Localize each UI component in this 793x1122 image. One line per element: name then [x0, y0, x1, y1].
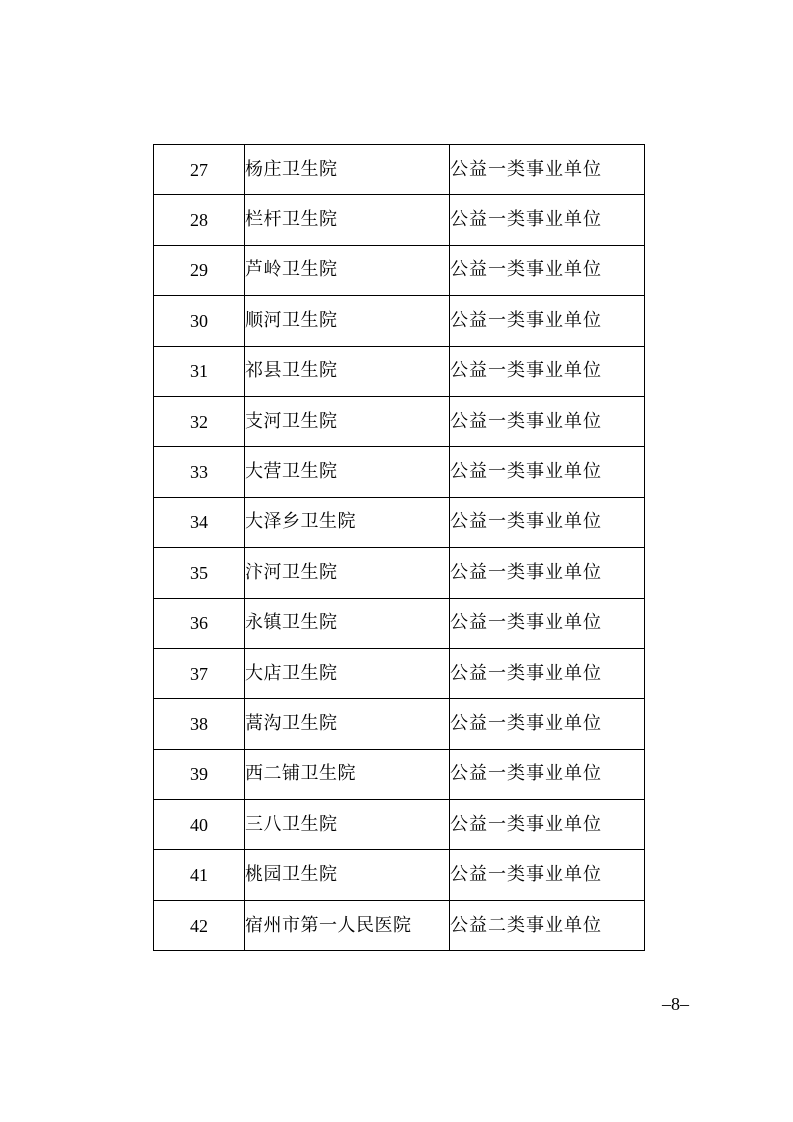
page-number: –8–: [662, 994, 689, 1014]
row-number-cell: 33: [154, 447, 245, 497]
institution-name-cell: 永镇卫生院: [245, 598, 450, 648]
institution-name-cell: 芦岭卫生院: [245, 245, 450, 295]
row-number-cell: 34: [154, 497, 245, 547]
institution-type-cell: 公益一类事业单位: [450, 145, 645, 195]
institution-type-cell: 公益一类事业单位: [450, 648, 645, 698]
table-row: [154, 145, 645, 195]
institution-type-cell: 公益一类事业单位: [450, 800, 645, 850]
table-row: [154, 497, 645, 547]
row-number-cell: 35: [154, 548, 245, 598]
institution-type-cell: 公益一类事业单位: [450, 699, 645, 749]
table-row: [154, 900, 645, 950]
institution-name-cell: 西二铺卫生院: [245, 749, 450, 799]
row-number-cell: 31: [154, 346, 245, 396]
row-number-cell: 36: [154, 598, 245, 648]
table-row: [154, 245, 645, 295]
institution-type-cell: 公益一类事业单位: [450, 396, 645, 446]
table-row: [154, 699, 645, 749]
row-number-cell: 39: [154, 749, 245, 799]
institution-type-cell: 公益一类事业单位: [450, 749, 645, 799]
row-number-cell: 41: [154, 850, 245, 900]
institution-name-cell: 宿州市第一人民医院: [245, 900, 450, 950]
institution-name-cell: 蒿沟卫生院: [245, 699, 450, 749]
institution-table: [153, 144, 645, 951]
institution-name-cell: 栏杆卫生院: [245, 195, 450, 245]
institution-table-body: [154, 145, 645, 951]
institution-name-cell: 顺河卫生院: [245, 296, 450, 346]
table-row: [154, 598, 645, 648]
table-row: [154, 346, 645, 396]
institution-name-cell: 桃园卫生院: [245, 850, 450, 900]
institution-name-cell: 三八卫生院: [245, 800, 450, 850]
institution-name-cell: 汴河卫生院: [245, 548, 450, 598]
row-number-cell: 30: [154, 296, 245, 346]
institution-name-cell: 支河卫生院: [245, 396, 450, 446]
institution-name-cell: 杨庄卫生院: [245, 145, 450, 195]
institution-type-cell: 公益一类事业单位: [450, 850, 645, 900]
table-row: [154, 800, 645, 850]
table-row: [154, 548, 645, 598]
table-row: [154, 396, 645, 446]
row-number-cell: 27: [154, 145, 245, 195]
table-row: [154, 749, 645, 799]
row-number-cell: 29: [154, 245, 245, 295]
row-number-cell: 40: [154, 800, 245, 850]
institution-type-cell: 公益一类事业单位: [450, 598, 645, 648]
institution-name-cell: 大营卫生院: [245, 447, 450, 497]
institution-type-cell: 公益二类事业单位: [450, 900, 645, 950]
table-row: [154, 447, 645, 497]
row-number-cell: 38: [154, 699, 245, 749]
institution-name-cell: 大店卫生院: [245, 648, 450, 698]
institution-name-cell: 祁县卫生院: [245, 346, 450, 396]
table-row: [154, 648, 645, 698]
table-row: [154, 195, 645, 245]
institution-type-cell: 公益一类事业单位: [450, 548, 645, 598]
institution-type-cell: 公益一类事业单位: [450, 296, 645, 346]
row-number-cell: 37: [154, 648, 245, 698]
institution-type-cell: 公益一类事业单位: [450, 245, 645, 295]
institution-name-cell: 大泽乡卫生院: [245, 497, 450, 547]
institution-type-cell: 公益一类事业单位: [450, 447, 645, 497]
row-number-cell: 42: [154, 900, 245, 950]
institution-type-cell: 公益一类事业单位: [450, 346, 645, 396]
institution-type-cell: 公益一类事业单位: [450, 497, 645, 547]
institution-type-cell: 公益一类事业单位: [450, 195, 645, 245]
table-row: [154, 850, 645, 900]
row-number-cell: 32: [154, 396, 245, 446]
table-row: [154, 296, 645, 346]
row-number-cell: 28: [154, 195, 245, 245]
